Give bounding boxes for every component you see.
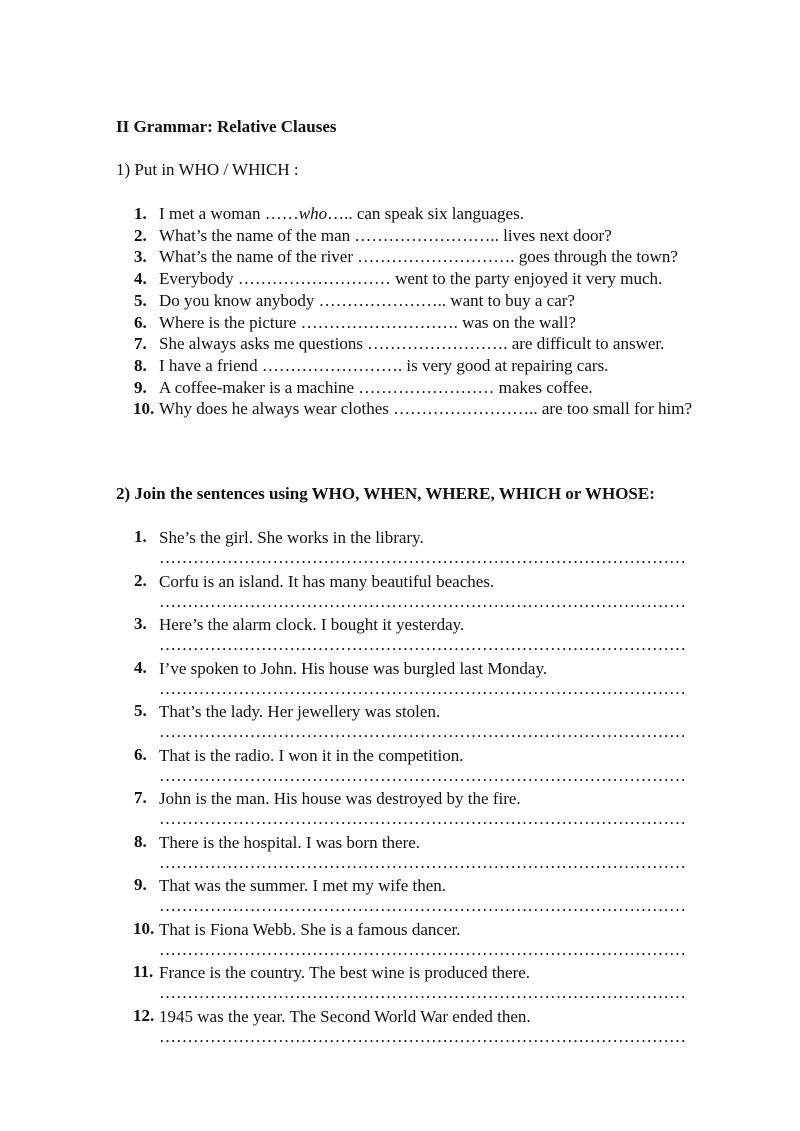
- answer-line: …………………………………………………………………………………: [159, 852, 686, 872]
- exercise-1-instruction: 1) Put in WHO / WHICH :: [116, 160, 299, 179]
- item-number: 2.: [134, 225, 147, 245]
- item-text: Everybody ……………………… went to the party enjoyed it very much.: [159, 269, 663, 289]
- exercise-2-item: [116, 1006, 746, 1050]
- item-text: 1945 was the year. The Second World War ended then.: [159, 1006, 531, 1026]
- item-number: 7.: [134, 788, 147, 807]
- item-number: 10.: [133, 399, 155, 419]
- item-number: 8.: [134, 355, 147, 375]
- item-text: A coffee-maker is a machine …………………… makes coffee.: [159, 377, 593, 397]
- exercise-2-item: [116, 745, 746, 789]
- answer-line: …………………………………………………………………………………: [159, 678, 686, 698]
- item-text: That is Fiona Webb. She is a famous dancer.: [159, 919, 461, 939]
- item-text: There is the hospital. I was born there.: [159, 832, 421, 852]
- item-text: I have a friend ……………………. is very good at repairing cars.: [159, 355, 609, 375]
- item-text: She’s the girl. She works in the library.: [159, 528, 424, 547]
- exercise-2-list: [116, 527, 746, 1049]
- exercise-2-item: [116, 832, 746, 876]
- item-text: Where is the picture ………………………. was on the wall?: [159, 312, 576, 332]
- exercise-2-item: [116, 788, 746, 832]
- exercise-1-item: [116, 333, 746, 355]
- exercise-1-item: [116, 290, 746, 312]
- item-text: Why does he always wear clothes …………………….. are too small for him?: [159, 399, 693, 419]
- item-number: 11.: [133, 962, 154, 981]
- exercise-1-item: [116, 203, 746, 225]
- item-text: I’ve spoken to John. His house was burgled last Monday.: [159, 658, 548, 678]
- exercise-2-instruction: 2) Join the sentences using WHO, WHEN, WHERE, WHICH or WHOSE:: [116, 484, 655, 503]
- item-number: 9.: [134, 875, 147, 894]
- item-number: 9.: [134, 377, 147, 397]
- item-number: 7.: [134, 334, 147, 354]
- item-text: What’s the name of the man …………………….. lives next door?: [159, 225, 612, 245]
- item-number: 6.: [134, 744, 147, 764]
- item-text-before: I met a woman ……: [159, 204, 299, 223]
- item-text: That’s the lady. Her jewellery was stolen.: [159, 702, 441, 721]
- example-answer: who: [298, 204, 328, 223]
- item-number: 2.: [134, 570, 147, 590]
- item-number: 6.: [134, 312, 147, 332]
- item-text: John is the man. His house was destroyed by the fire.: [159, 789, 521, 808]
- exercise-2-item: [116, 527, 746, 571]
- answer-line: …………………………………………………………………………………: [159, 765, 686, 785]
- answer-line: …………………………………………………………………………………: [159, 591, 686, 611]
- item-text-after: ….. can speak six languages.: [327, 204, 524, 223]
- item-text: France is the country. The best wine is produced there.: [159, 963, 531, 982]
- item-text: Corfu is an island. It has many beautiful beaches.: [159, 571, 495, 591]
- exercise-1-item: [116, 377, 746, 399]
- exercise-2-item: [116, 701, 746, 745]
- answer-line: …………………………………………………………………………………: [159, 939, 686, 959]
- exercise-2-item: [116, 919, 746, 963]
- exercise-2-item: [116, 875, 746, 919]
- item-text: Here’s the alarm clock. I bought it yesterday.: [159, 615, 465, 634]
- exercise-1-item: [116, 312, 746, 334]
- item-text: That is the radio. I won it in the competition.: [159, 745, 464, 765]
- item-number: 10.: [133, 918, 155, 938]
- answer-line: …………………………………………………………………………………: [159, 548, 686, 567]
- answer-line: …………………………………………………………………………………: [159, 983, 686, 1002]
- item-number: 12.: [133, 1005, 155, 1025]
- exercise-1-list: [116, 203, 746, 420]
- item-text: Do you know anybody ………………….. want to buy a car?: [159, 290, 575, 310]
- exercise-2-item: [116, 962, 746, 1006]
- exercise-2-item: [116, 571, 746, 615]
- exercise-2-item: [116, 658, 746, 702]
- exercise-1-item: [116, 398, 746, 420]
- section-title: II Grammar: Relative Clauses: [116, 117, 337, 136]
- answer-line: …………………………………………………………………………………: [159, 809, 686, 828]
- item-number: 5.: [134, 290, 147, 310]
- answer-line: …………………………………………………………………………………: [159, 896, 686, 915]
- item-number: 8.: [134, 831, 147, 851]
- exercise-1-item: [116, 355, 746, 377]
- exercise-1-item: [116, 225, 746, 247]
- item-text: What’s the name of the river ………………………. goes through the town?: [159, 247, 678, 267]
- answer-line: …………………………………………………………………………………: [159, 1026, 686, 1046]
- answer-line: …………………………………………………………………………………: [159, 635, 686, 654]
- exercise-2-item: [116, 614, 746, 658]
- exercise-1-item: [116, 268, 746, 290]
- item-number: 4.: [134, 657, 147, 677]
- exercise-1-item: [116, 246, 746, 268]
- item-text: That was the summer. I met my wife then.: [159, 876, 447, 895]
- item-number: 3.: [134, 247, 147, 267]
- answer-line: …………………………………………………………………………………: [159, 722, 686, 741]
- item-text: She always asks me questions ……………………. are difficult to answer.: [159, 334, 665, 354]
- item-number: 1.: [134, 204, 147, 223]
- item-number: 5.: [134, 701, 147, 720]
- item-number: 4.: [134, 269, 147, 289]
- item-number: 3.: [134, 614, 147, 633]
- item-number: 1.: [134, 527, 147, 546]
